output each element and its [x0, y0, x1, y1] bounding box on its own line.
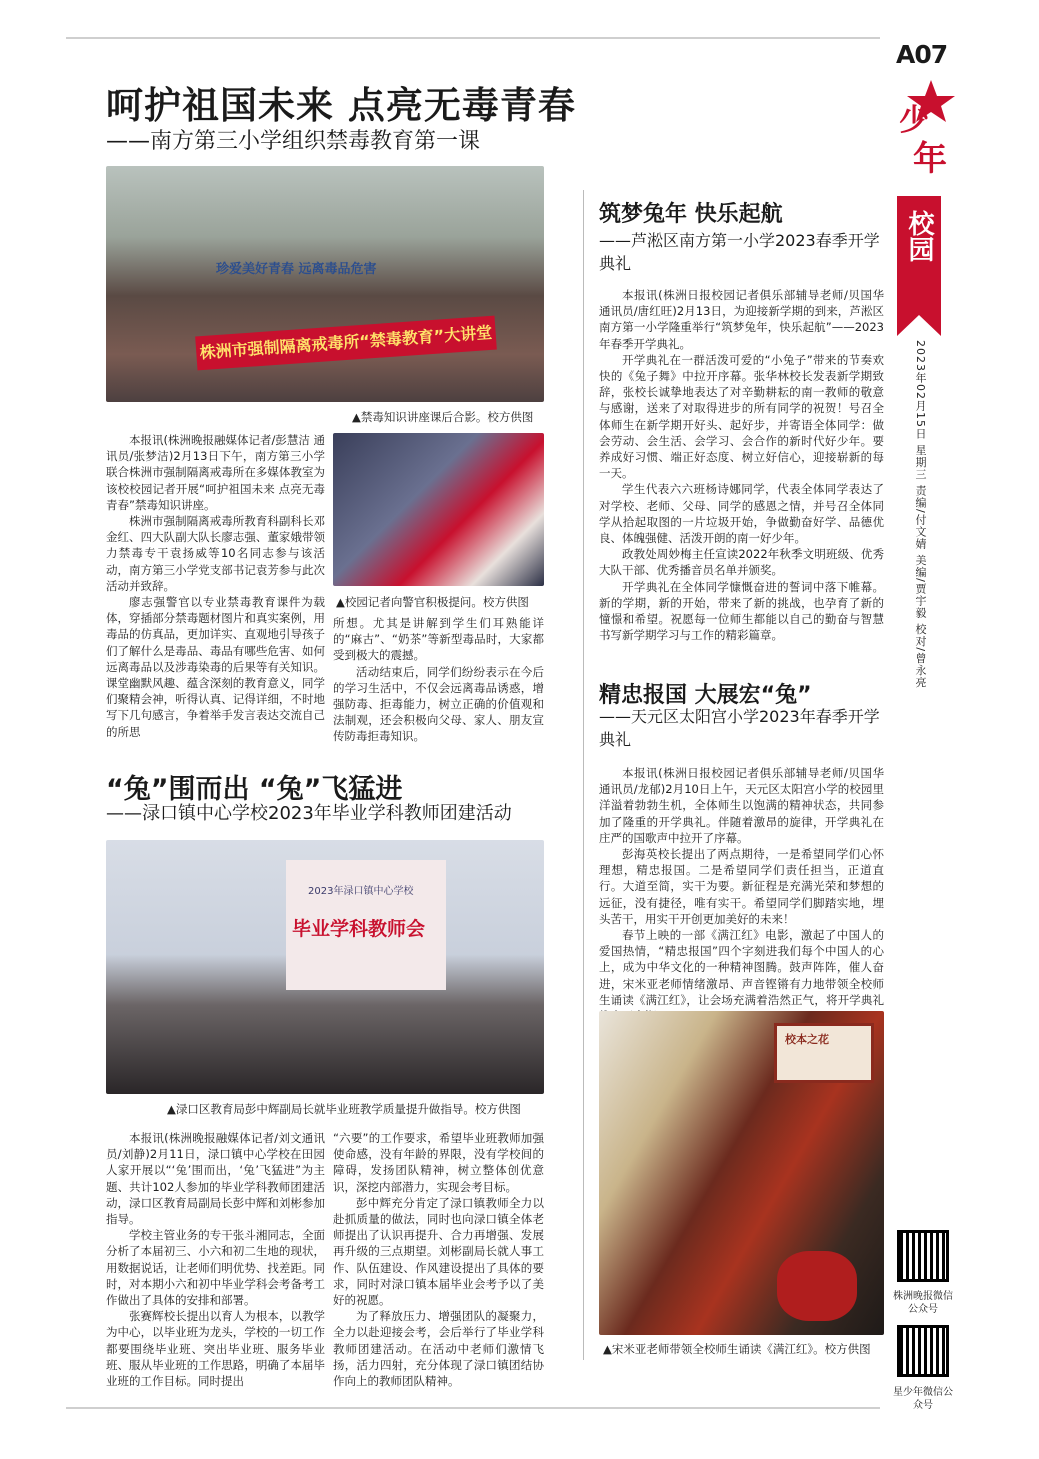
paragraph: 廖志强警官以专业禁毒教育课件为载体，穿插部分禁毒题材图片和真实案例，用毒品的仿真品，更加详实、直观地引导孩子们了解什么是毒品、毒品有哪些危害、如何远离毒品以及涉毒染毒的后果等有关知识。课堂幽默风趣、蕴含深刻的教育意义，同学们聚精会神，听得认真、记得详细，不时地写下几句感言，争着举手发言表达交流自己的所思 [106, 595, 325, 739]
bottom-rule [66, 1407, 880, 1409]
article1-group-photo [106, 166, 544, 402]
article1-col1 [106, 432, 325, 740]
paragraph: 本报讯(株洲晚报融媒体记者/彭慧洁 通讯员/张梦洁)2月13日下午，南方第三小学联合株洲市强制隔离戒毒所在多媒体教室为该校校园记者开展“呵护祖国未来 点亮无毒青春”禁毒知识讲座。 [106, 433, 326, 512]
article4-photo-caption: ▲宋米亚老师带领全校师生诵读《满江红》。校方供图 [603, 1342, 871, 1356]
qr-code-zhuzhou[interactable] [897, 1230, 949, 1282]
top-rule [66, 37, 880, 39]
article1-title: 呵护祖国未来 点亮无毒青春 [106, 84, 576, 127]
qr-code-xingshaonian[interactable] [897, 1325, 949, 1377]
issue-date-line: 2023年02月15日 星期三 责编/付文婧 美编/贾宇毅 校对/曾永亮 [914, 340, 927, 689]
qr-label-xingshaonian: 星少年微信公众号 [893, 1387, 953, 1411]
paragraph: 本报讯(株洲日报校园记者俱乐部辅导老师/贝国华 通讯员/龙郁)2月10日上午，天元区太阳宫小学的校园里洋溢着勃勃生机，全体师生以饱满的精神状态，共同参加了隆重的开学典礼。伴随着激昂的旋律，开学典礼在庄严的国歌声中拉开了序幕。 [599, 766, 884, 845]
paragraph: 本报讯(株洲晚报融媒体记者/刘文通讯员/刘静)2月11日，渌口镇中心学校在田园人家开展以“‘兔’围而出，‘兔’飞猛进”为主题、共计102人参加的毕业学科教师团建活动，渌口区教育局副局长彭中辉和刘彬参加指导。 [106, 1131, 325, 1227]
article4-title: 精忠报国 大展宏“兔” [599, 683, 812, 708]
article2-title: “兔”围而出 “兔”飞猛进 [106, 774, 403, 805]
article2-subtitle: ——渌口镇中心学校2023年毕业学科教师团建活动 [106, 803, 512, 824]
paragraph: 活动结束后，同学们纷纷表示在今后的学习生活中，不仅会远离毒品诱惑，增强防毒、拒毒能力，树立正确的价值观和法制观，还会积极向父母、家人、朋友宣传防毒拒毒知识。 [333, 664, 544, 744]
page-number: A07 [896, 40, 948, 69]
paragraph: 为了释放压力、增强团队的凝聚力，全力以赴迎接会考，会后举行了毕业学科教师团建活动。在活动中老师们激情飞扬，活力四射，充分体现了渌口镇团结协作向上的教师团队精神。 [333, 1309, 544, 1389]
paragraph: 学校主管业务的专干张斗湘同志，全面分析了本届初三、小六和初二生地的现状，用数据说话，让老师们明优势、找差距。同时，对本期小六和初中毕业学科会考备考工作做出了具体的安排和部署。 [106, 1228, 325, 1308]
article4-body [599, 765, 884, 1024]
svg-text:少: 少 [899, 103, 929, 138]
paragraph: 学生代表六六班杨诗娜同学，代表全体同学表达了对学校、老师、父母、同学的感恩之情，并号召全体同学从拾起取图的一片垃圾开始，争做勤奋好学、品德优良、体魄强健、活泼开朗的南一好少年。 [599, 482, 884, 546]
article2-meeting-photo [106, 840, 544, 1094]
paragraph: 春节上映的一部《满江红》电影，激起了中国人的爱国热情，“精忠报国”四个字刻进我们每个中国人的心上，成为中华文化的一种精神图腾。鼓声阵阵，催人奋进，宋米亚老师情绪激昂、声音铿锵有力地带领全校师生诵读《满江红》，让会场充满着浩然正气，将开学典礼 [599, 928, 884, 1007]
paragraph: “六要”的工作要求，希望毕业班教师加强使命感，没有年龄的界限，没有学校间的障碍，发扬团队精神，树立整体创优意识，深挖内部潜力，实现会考目标。 [333, 1131, 544, 1194]
photo-board-text: 校本之花 [785, 1033, 829, 1046]
projection-title: 毕业学科教师会 [292, 918, 426, 940]
article2-col2 [333, 1130, 544, 1389]
brand-logo [893, 78, 963, 178]
paragraph: 所想。尤其是讲解到学生们耳熟能详的“麻古”、“奶茶”等新型毒品时，大家都受到极大的震撼。 [333, 616, 544, 663]
paragraph: 彭中辉充分肯定了渌口镇教师全力以赴抓质量的做法，同时也向渌口镇全体老师提出了认识再提升、合力再增强、发展再升级的三点期望。刘彬副局长就人事工作、队伍建设、作风建设提出了具体的要求，同时对渌口镇本届毕业会考予以了美好的祝愿。 [333, 1195, 544, 1308]
article1-photo1-caption: ▲禁毒知识讲座课后合影。校方供图 [352, 410, 534, 424]
paragraph: 彭海英校长提出了两点期待，一是希望同学们心怀理想，精忠报国。二是希望同学们责任担当，正道直行。大道至简，实干为要。新征程是充满光荣和梦想的远征，没有捷径，唯有实干。希望同学们脚踏实地，埋头苦干，用实干开创更加美好的未来！ [599, 847, 884, 926]
section-label: 校园 [904, 210, 934, 262]
article1-photo2-caption: ▲校园记者向警官积极提问。校方供图 [336, 595, 529, 609]
article1-subtitle: ——南方第三小学组织禁毒教育第一课 [106, 129, 481, 154]
paragraph: 开学典礼在一群活泼可爱的“小兔子”带来的节奏欢快的《兔子舞》中拉开序幕。张华林校长发表新学期致辞，张校长诚挚地表达了对辛勤耕耘的南一教师的敬意与感谢，送来了对取得进步的所有同学的祝贺！号召全体师生在新学期开好头、起好步，并寄语全体同学：做会劳动、会生活、会学习、会合作的新时代好少年。要养成好习惯、端正好态度、树立好信心，迎接崭新的每一天。 [599, 352, 884, 481]
article4-subtitle: ——天元区太阳宫小学2023年春季开学典礼 [599, 707, 880, 749]
article4-recital-photo [599, 1011, 884, 1335]
projection-small-title: 2023年渌口镇中心学校 [308, 886, 414, 897]
article3-subtitle: ——芦淞区南方第一小学2023春季开学典礼 [599, 231, 880, 273]
article1-col2 [333, 615, 544, 745]
column-divider [583, 190, 584, 1360]
paragraph: 株洲市强制隔离戒毒所教育科副科长邓金红、四大队副大队长廖志强、董家娥带领力禁毒专干袁扬威等10名同志参与该活动，南方第三小学党支部书记袁芳参与此次活动并致辞。 [106, 514, 325, 593]
drum [777, 1251, 857, 1321]
article2-col1 [106, 1130, 325, 1389]
article3-body [599, 287, 884, 643]
photo-back-banner: 珍爱美好青春 远离毒品危害 [216, 262, 377, 277]
qr-label-zhuzhou: 株洲晚报微信公众号 [893, 1291, 953, 1315]
article3-title: 筑梦兔年 快乐起航 [599, 202, 783, 227]
paragraph: 政教处周妙梅主任宣读2022年秋季文明班级、优秀大队干部、优秀播音员名单并颁奖。 [599, 547, 884, 578]
paragraph: 本报讯(株洲日报校园记者俱乐部辅导老师/贝国华 通讯员/唐红旺)2月13日，为迎接新学期的到来，芦淞区南方第一小学隆重举行“筑梦兔年，快乐起航”——2023年春季开学典礼。 [599, 288, 884, 351]
paragraph: 开学典礼在全体同学慷慨奋进的誓词中落下帷幕。新的学期，新的开始，带来了新的挑战，也孕育了新的憧憬和希望。祝愿每一位师生都能以自己的勤奋与智慧书写新学期学习与工作的精彩篇章。 [599, 579, 884, 643]
svg-text:年: 年 [913, 139, 947, 178]
paragraph: 张赛辉校长提出以育人为根本，以教学为中心，以毕业班为龙头，学校的一切工作都要围绕毕业班、突出毕业班、服务毕业班、服从毕业班的工作思路，明确了本届毕业班的工作目标。同时提出 [106, 1309, 325, 1389]
photo-red-banner: 株洲市强制隔离戒毒所“禁毒教育”大讲堂 [195, 316, 497, 371]
article2-photo-caption: ▲渌口区教育局彭中辉副局长就毕业班教学质量提升做指导。校方供图 [167, 1102, 521, 1116]
article1-interview-photo [333, 433, 544, 586]
